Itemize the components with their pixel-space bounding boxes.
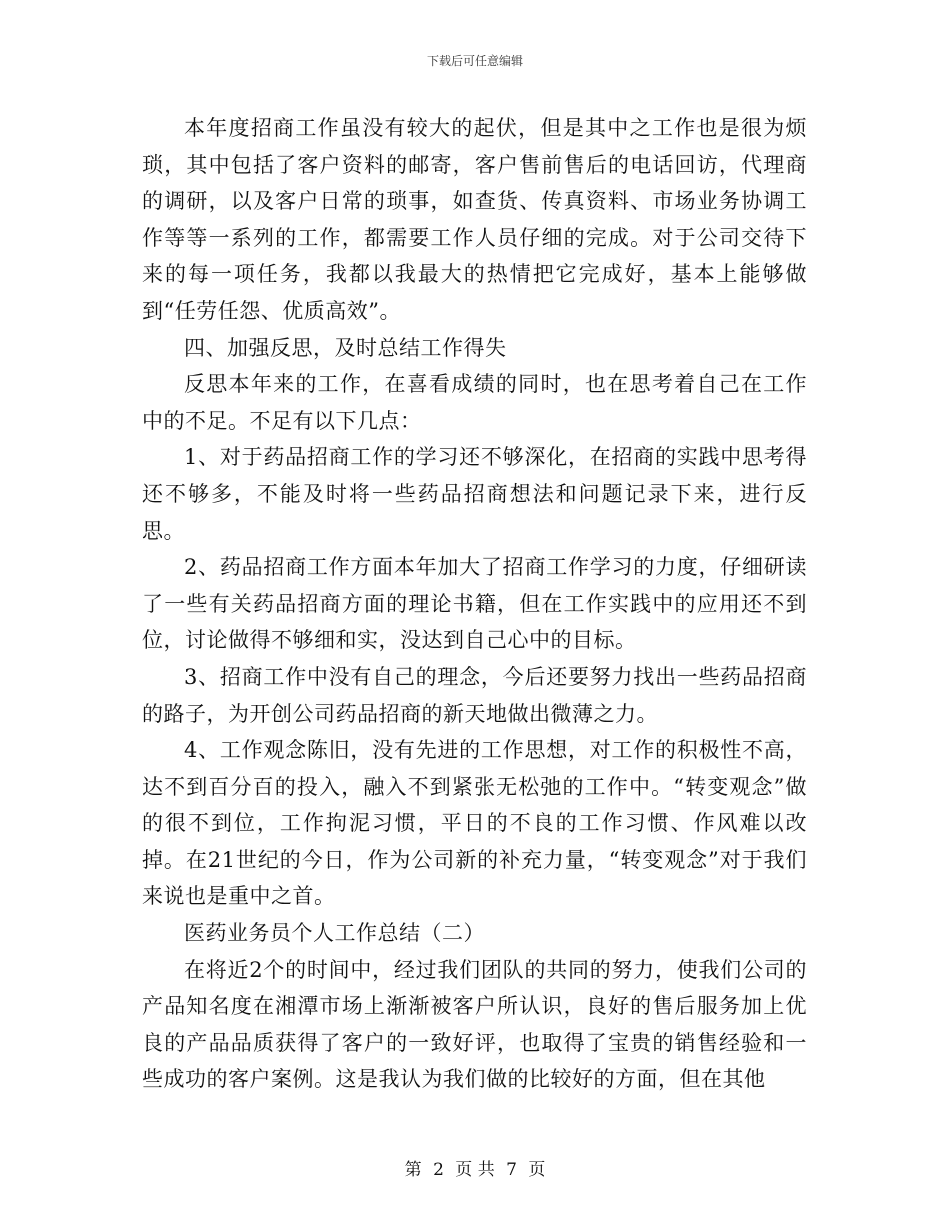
list-item-2: 2、药品招商工作方面本年加大了招商工作学习的力度，仔细研读了一些有关药品招商方面的理论书籍，但在工作实践中的应用还不到位，讨论做得不够细和实，没达到自己心中的目标。 — [142, 555, 807, 653]
footer-page-number: 2 — [433, 1160, 444, 1180]
footer-total-pages: 7 — [506, 1160, 517, 1180]
list-item-3: 3、招商工作中没有自己的理念，今后还要努力找出一些药品招商的路子，为开创公司药品招商的新天地做出微薄之力。 — [142, 664, 807, 726]
footer-prefix: 第 — [404, 1160, 422, 1180]
section-title-2: 医药业务员个人工作总结（二） — [184, 921, 485, 946]
paragraph-2: 反思本年来的工作，在喜看成绩的同时，也在思考着自己在工作中的不足。不足有以下几点： — [142, 372, 807, 433]
page-footer — [0, 1155, 950, 1180]
section-heading-4: 四、加强反思，及时总结工作得失 — [184, 335, 507, 360]
page-header: 下载后可任意编辑 — [426, 54, 523, 68]
footer-middle: 页 共 — [455, 1160, 495, 1180]
document-body — [142, 110, 807, 1098]
paragraph-1: 本年度招商工作虽没有较大的起伏，但是其中之工作也是很为烦琐，其中包括了客户资料的邮寄，客户售前售后的电话回访，代理商的调研，以及客户日常的琐事，如查货、传真资料、市场业务协调工作等等一系列的工作，都需要工作人员仔细的完成。对于公司交待下来的每一项任务，我都以我最大的热情把它完成好，基本上能够做到“任劳任怨、优质高效”。 — [142, 116, 807, 323]
paragraph-3: 在将近2个的时间中，经过我们团队的共同的努力，使我们公司的产品知名度在湘潭市场上渐渐被客户所认识，良好的售后服务加上优良的产品品质获得了客户的一致好评，也取得了宝贵的销售经验和一些成功的客户案例。这是我认为我们做的比较好的方面，但在其他 — [142, 957, 807, 1092]
footer-suffix: 页 — [528, 1160, 546, 1180]
list-item-1: 1、对于药品招商工作的学习还不够深化，在招商的实践中思考得还不够多，不能及时将一些药品招商想法和问题记录下来，进行反思。 — [142, 445, 807, 543]
list-item-4: 4、工作观念陈旧，没有先进的工作思想，对工作的积极性不高，达不到百分百的投入，融入不到紧张无松弛的工作中。“转变观念”做的很不到位，工作拘泥习惯，平日的不良的工作习惯、作风难以改掉。在21世纪的今日，作为公司新的补充力量，“转变观念”对于我们来说也是重中之首。 — [142, 738, 807, 909]
